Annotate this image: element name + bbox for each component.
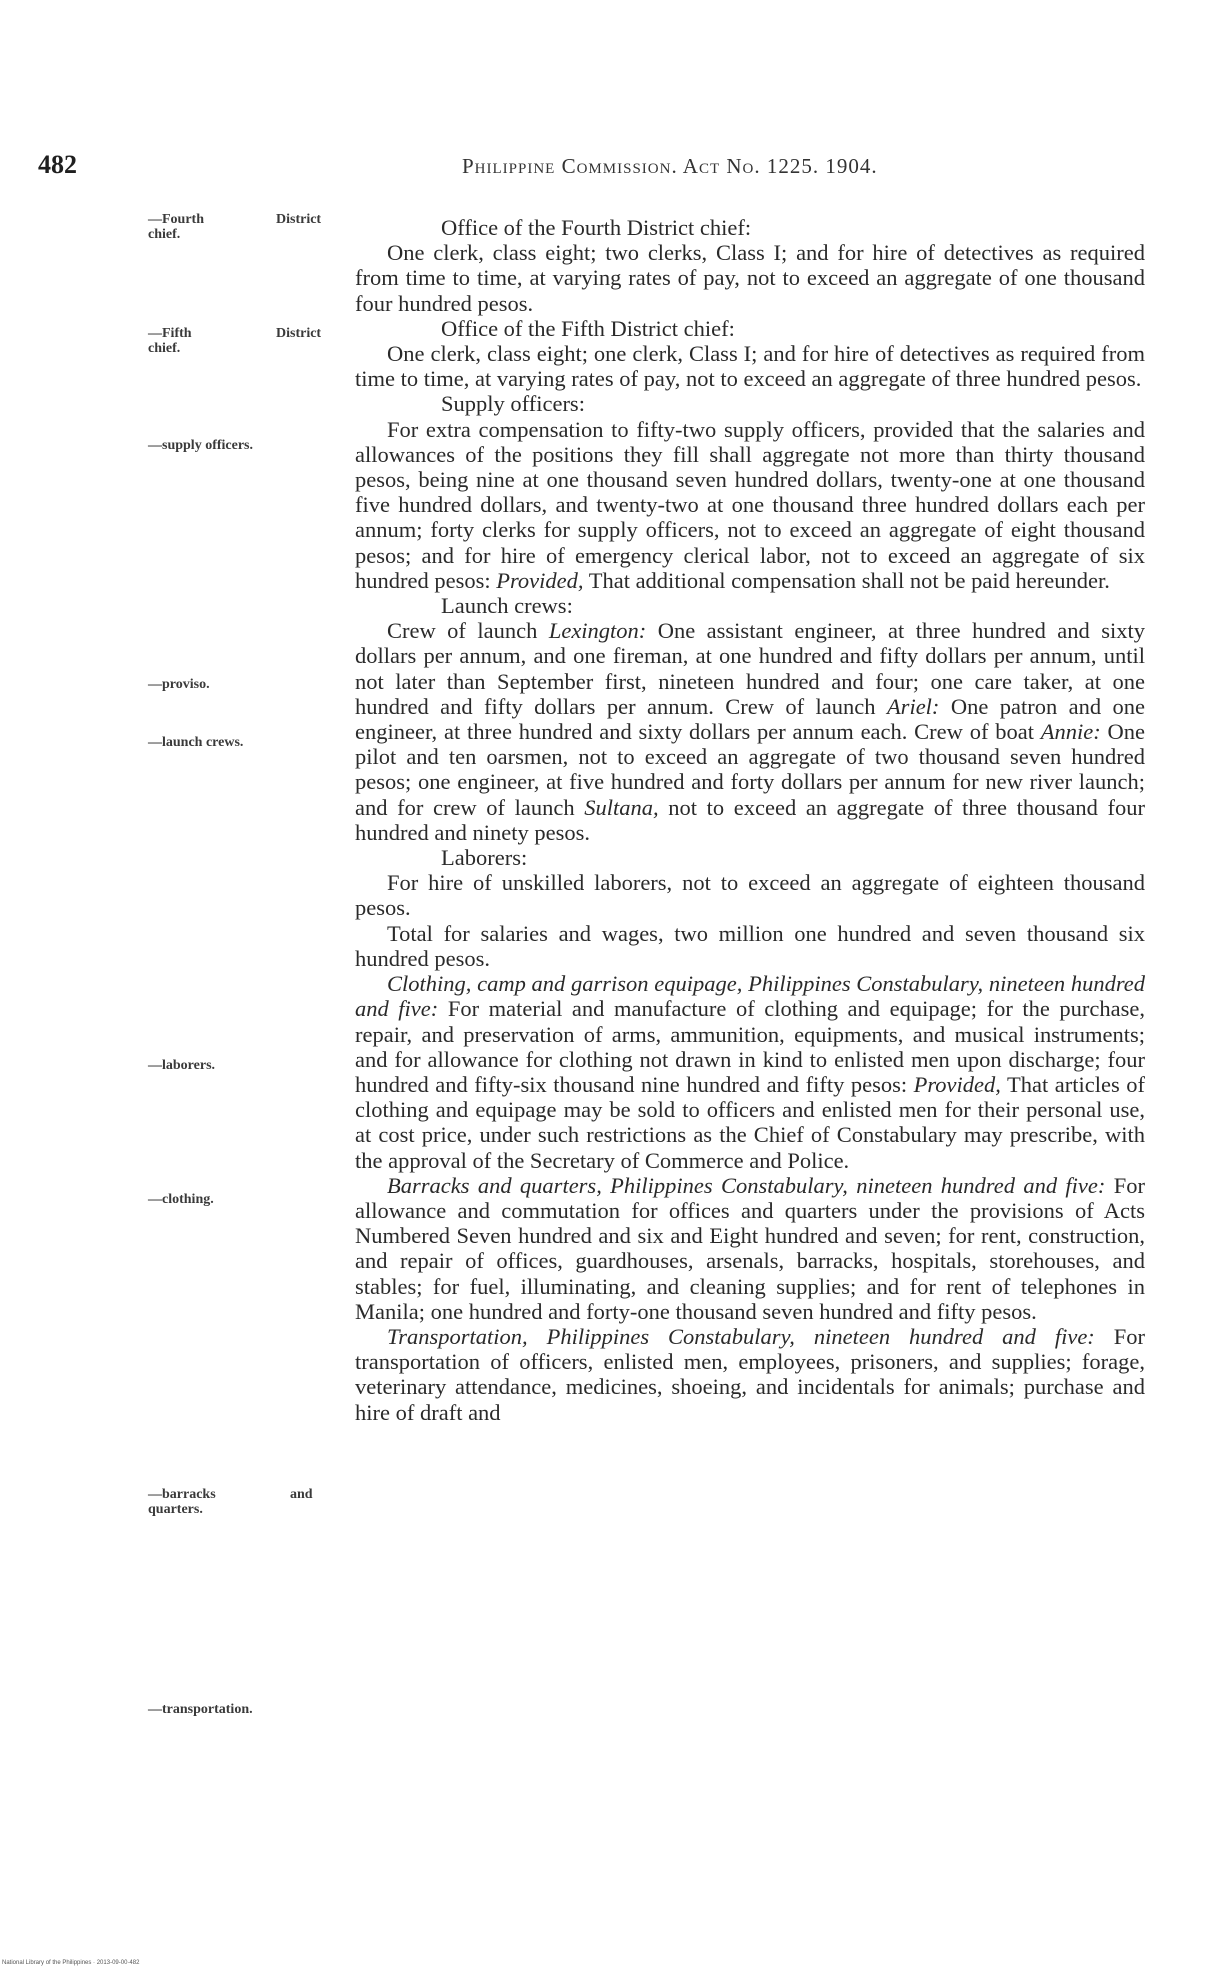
proviso-italic: Provided,	[496, 567, 584, 593]
scan-footer: National Library of the Philippines · 2013-09-00·482	[2, 1960, 140, 1966]
margin-note-proviso: —proviso.	[148, 677, 210, 692]
paragraph-fifth-district: One clerk, class eight; one clerk, Class I; and for hire of detectives as required from time to time, at varying rates of pay, not to exceed an aggregate of three hundred pesos.	[355, 341, 1145, 392]
margin-note-transportation: —transportation.	[148, 1702, 253, 1717]
margin-note-fifth-district: —Fifth District chief.	[148, 326, 322, 356]
heading-fifth-district: Office of the Fifth District chief:	[441, 315, 735, 341]
heading-fourth-district: Office of the Fourth District chief:	[441, 215, 752, 240]
launch-name-ariel: Ariel:	[886, 693, 940, 719]
margin-note-clothing: —clothing.	[148, 1192, 214, 1207]
paragraph-transportation: Transportation, Philippines Constabulary, nineteen hundred and five: For transportation of officers, enlisted men, employees, prisoners, and supplies; forage, veterinary attendance, medicines, shoeing, and incidentals for animals; purchase and hire of draft and	[355, 1323, 1146, 1425]
margin-note-laborers: —laborers.	[148, 1058, 216, 1073]
running-head: Philippine Commission. Act No. 1225. 1904.	[462, 154, 878, 178]
margin-note-fourth-district: —Fourth District chief.	[148, 212, 322, 242]
paragraph-supply-officers: For extra compensation to fifty-two supply officers, provided that the salaries and allowances of the positions they fill shall aggregate not more than thirty thousand pesos, being nine at one thousand seven hundred dollars, twenty-one at one thousand five hundred dollars, and twenty-two at one thousand three hundred dollars each per annum; forty clerks for supply officers, not to exceed an aggregate of eight thousand pesos; and for hire of emergency clerical labor, not to exceed an aggregate of six hundred pesos: Provided, That additional compensation shall not be paid hereunder.	[355, 416, 1145, 593]
paragraph-fourth-district: One clerk, class eight; two clerks, Class I; and for hire of detectives as required from time to time, at varying rates of pay, not to exceed an aggregate of one thousand four hundred pesos.	[355, 240, 1145, 316]
heading-launch-crews: Launch crews:	[441, 593, 573, 619]
paragraph-barracks: Barracks and quarters, Philippines Constabulary, nineteen hundred and five: For allowance and commutation for offices and quarters under the provisions of Acts Numbered Seven hundred and six and Eight hundred and seven; for rent, construction, and repair of offices, guardhouses, arsenals, barracks, hospitals, storehouses, and stables; for fuel, illuminating, and cleaning supplies; and for rent of telephones in Manila; one hundred and forty-one thousand seven hundred and fifty pesos.	[355, 1172, 1146, 1324]
boat-name-annie: Annie:	[1040, 719, 1101, 745]
heading-supply-officers: Supply officers:	[441, 391, 585, 417]
launch-name-lexington: Lexington:	[548, 618, 647, 644]
body-text	[355, 215, 1145, 1425]
page-number: 482	[38, 150, 77, 179]
launch-name-sultana: Sultana,	[584, 794, 659, 820]
paragraph-clothing: Clothing, camp and garrison equipage, Philippines Constabulary, nineteen hundred and five: For material and manufacture of clothing and equipage; for the purchase, repair, and preservation of arms, ammunition, equipments, and musical instruments; and for allowance for clothing not drawn in kind to enlisted men upon discharge; four hundred and fifty-six thousand nine hundred and fifty pesos: Provided, That articles of clothing and equipage may be sold to officers and enlisted men for their personal use, at cost price, under such restrictions as the Chief of Constabulary may prescribe, with the approval of the Secretary of Commerce and Police.	[355, 971, 1146, 1173]
margin-note-supply-officers: —supply officers.	[148, 438, 253, 453]
paragraph-total: Total for salaries and wages, two million one hundred and seven thousand six hundred pesos.	[355, 920, 1145, 971]
paragraph-laborers: For hire of unskilled laborers, not to exceed an aggregate of eighteen thousand pesos.	[355, 870, 1145, 921]
margin-note-launch-crews: —launch crews.	[148, 735, 244, 750]
margin-note-barracks: —barracks and quarters.	[148, 1487, 313, 1517]
paragraph-launch-crews: Crew of launch Lexington: One assistant engineer, at three hundred and sixty dollars per annum, and one fireman, at one hundred and fifty dollars per annum, until not later than September first, nineteen hundred and four; one care taker, at one hundred and fifty dollars per annum. Crew of launch Ariel: One patron and one engineer, at three hundred and sixty dollars per annum each. Crew of boat Annie: One pilot and ten oarsmen, not to exceed an aggregate of two thousand seven hundred pesos; one engineer, at five hundred and forty dollars per annum for new river launch; and for crew of launch Sultana, not to exceed an aggregate of three thousand four hundred and ninety pesos.	[355, 618, 1146, 845]
heading-laborers: Laborers:	[441, 845, 528, 871]
